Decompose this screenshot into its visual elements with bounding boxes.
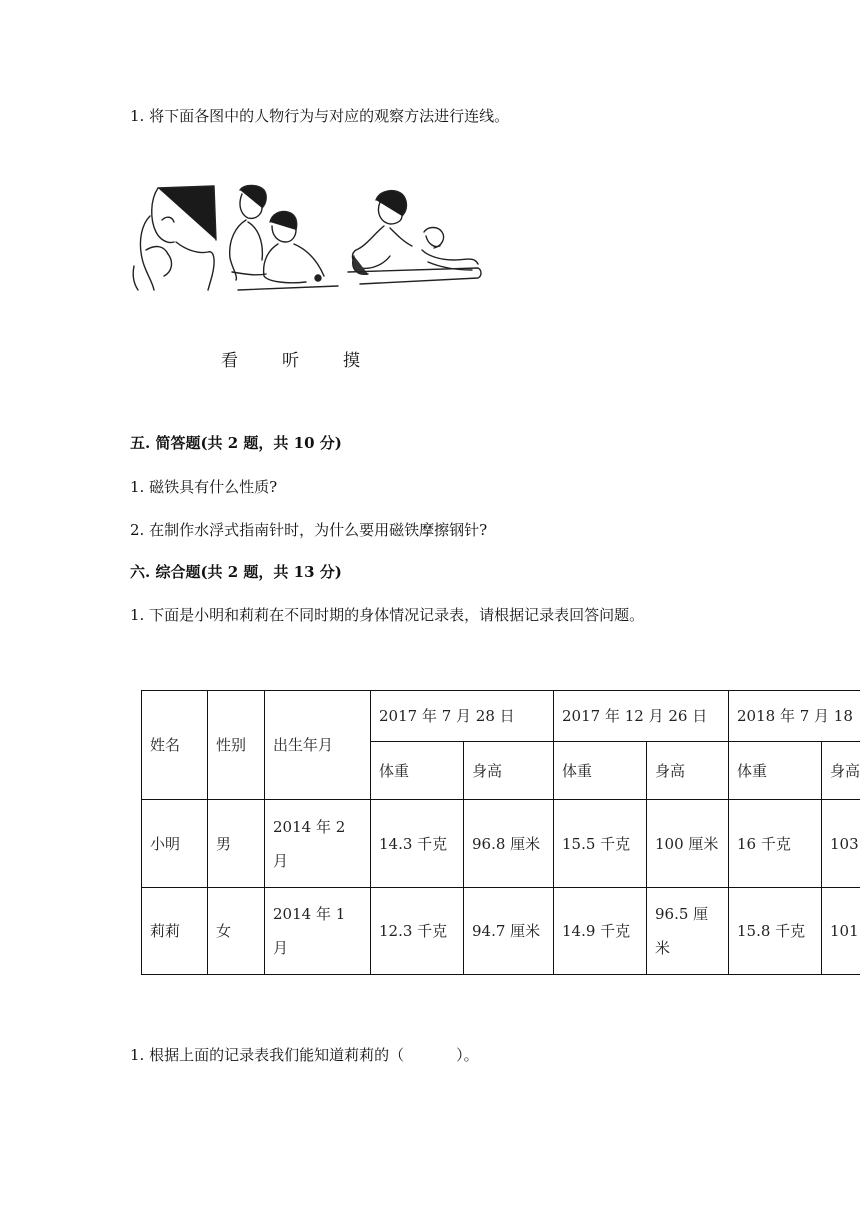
section6-title: 六. 综合题(共 2 题，共 13 分)	[130, 563, 342, 581]
header-birth: 出生年月	[265, 691, 371, 800]
cell-gender: 女	[208, 888, 265, 975]
header-date-1: 2017 年 7 月 28 日	[371, 691, 554, 742]
cell-height-3: 103	[822, 800, 860, 888]
cell-birth: 2014 年 2 月	[265, 800, 371, 888]
section5-question-2: 2. 在制作水浮式指南针时，为什么要用磁铁摩擦钢针?	[130, 521, 488, 539]
option-touch: 摸	[343, 351, 360, 371]
section5-question-1: 1. 磁铁具有什么性质?	[130, 478, 278, 496]
table-header-row	[142, 691, 860, 742]
header-date-3: 2018 年 7 月 18	[729, 691, 860, 742]
person-smelling-figure	[133, 186, 216, 290]
section5-title: 五. 简答题(共 2 题，共 10 分)	[130, 434, 342, 452]
header-weight-1: 体重	[371, 742, 464, 800]
header-height-3: 身高	[822, 742, 860, 800]
table-row	[142, 888, 860, 975]
cell-height-3: 101	[822, 888, 860, 975]
person-listening-figure	[230, 186, 338, 291]
header-weight-2: 体重	[554, 742, 647, 800]
cell-height-2: 100 厘米	[647, 800, 729, 888]
cell-height-2: 96.5 厘米	[647, 888, 729, 975]
cell-height-1: 96.8 厘米	[464, 800, 554, 888]
option-see: 看	[221, 351, 238, 371]
option-hear: 听	[282, 351, 299, 371]
cell-weight-3: 16 千克	[729, 800, 822, 888]
sub-question-1	[130, 1045, 479, 1065]
cell-name: 莉莉	[142, 888, 208, 975]
observation-illustration	[128, 180, 484, 300]
header-height-1: 身高	[464, 742, 554, 800]
sub-question-1-text: 1. 根据上面的记录表我们能知道莉莉的（	[130, 1046, 405, 1064]
question-match-text: 1. 将下面各图中的人物行为与对应的观察方法进行连线。	[130, 107, 510, 125]
cell-birth: 2014 年 1 月	[265, 888, 371, 975]
table-row	[142, 800, 860, 888]
cell-weight-2: 14.9 千克	[554, 888, 647, 975]
growth-record-table	[141, 690, 860, 975]
header-weight-3: 体重	[729, 742, 822, 800]
header-height-2: 身高	[647, 742, 729, 800]
cell-weight-1: 12.3 千克	[371, 888, 464, 975]
person-touching-figure	[348, 191, 481, 284]
sub-question-1-end: ）。	[456, 1046, 479, 1064]
section6-intro: 1. 下面是小明和莉莉在不同时期的身体情况记录表，请根据记录表回答问题。	[130, 606, 645, 624]
cell-weight-2: 15.5 千克	[554, 800, 647, 888]
cell-weight-1: 14.3 千克	[371, 800, 464, 888]
cell-gender: 男	[208, 800, 265, 888]
cell-name: 小明	[142, 800, 208, 888]
cell-height-1: 94.7 厘米	[464, 888, 554, 975]
cell-weight-3: 15.8 千克	[729, 888, 822, 975]
header-name: 姓名	[142, 691, 208, 800]
header-gender: 性别	[208, 691, 265, 800]
header-date-2: 2017 年 12 月 26 日	[554, 691, 729, 742]
